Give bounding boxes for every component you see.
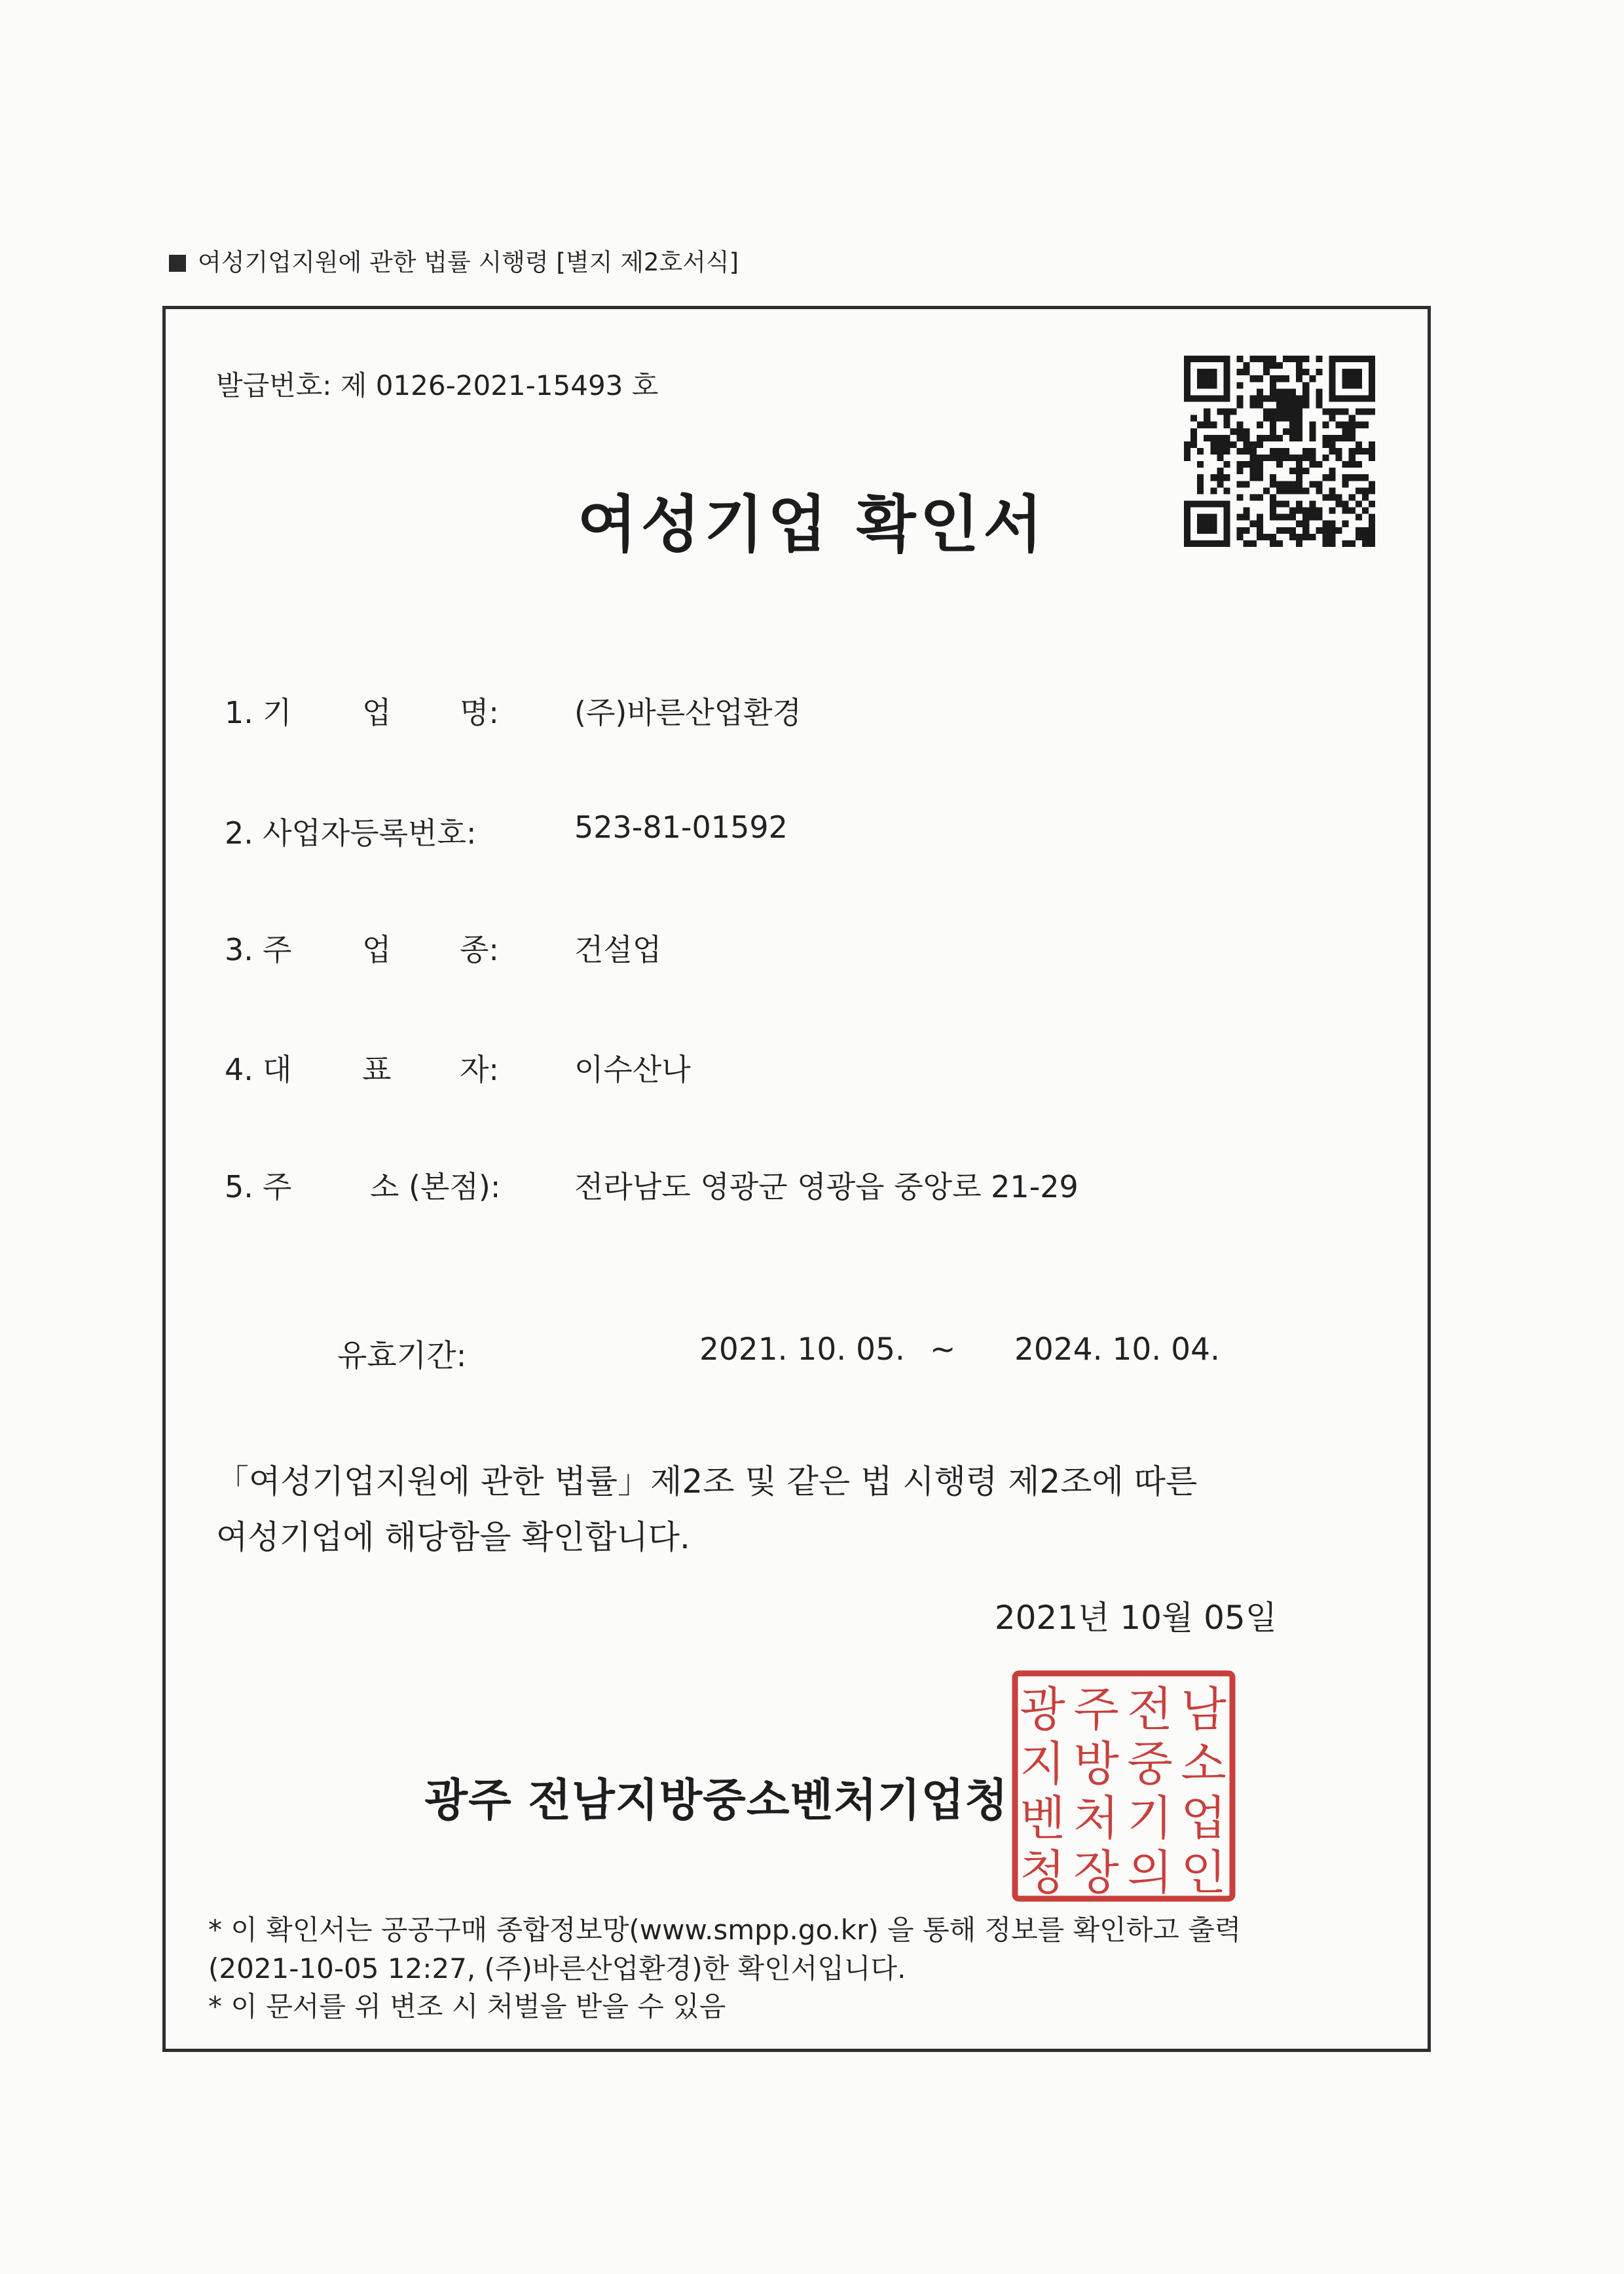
form-header <box>169 242 739 278</box>
field-label-representative <box>225 1046 291 1089</box>
field-value-address: 전라남도 영광군 영광읍 중앙로 21-29 <box>574 1169 1079 1204</box>
field-value-company-name: (주)바른산업환경 <box>574 695 802 730</box>
field-value-business-number: 523-81-01592 <box>574 810 788 845</box>
field-label-address <box>225 1163 291 1206</box>
statement-line-2: 여성기업에 해당함을 확인합니다. <box>216 1518 690 1556</box>
svg-text:청: 청 <box>1020 1845 1065 1900</box>
issuer-name: 광주 전남지방중소벤처기업청 <box>424 1775 1008 1827</box>
document-title: 여성기업 확인서 <box>577 489 1047 561</box>
field-number: 5. <box>225 1169 253 1204</box>
field-label-char: 종: <box>460 932 499 967</box>
field-number: 4. <box>225 1052 253 1087</box>
svg-text:인: 인 <box>1181 1845 1227 1900</box>
field-label-char: 대 <box>263 1052 292 1087</box>
field-label-char: 주 <box>263 932 292 967</box>
form-header-text: 여성기업지원에 관한 법률 시행령 [별지 제2호서식] <box>198 248 739 276</box>
svg-text:전: 전 <box>1127 1682 1173 1737</box>
svg-text:업: 업 <box>1181 1791 1227 1846</box>
svg-text:주: 주 <box>1073 1682 1119 1737</box>
note-line-3: * 이 문서를 위 변조 시 처벌을 받을 수 있음 <box>208 1990 726 2022</box>
square-bullet-icon <box>169 255 186 272</box>
field-label-char: 자: <box>460 1052 499 1087</box>
statement-line-1: 「여성기업지원에 관한 법률」제2조 및 같은 법 시행령 제2조에 따른 <box>216 1463 1198 1500</box>
field-label-char: 업 <box>362 932 392 967</box>
field-label-char: 업 <box>362 695 392 730</box>
svg-text:남: 남 <box>1181 1682 1227 1737</box>
validity-end-date: 2024. 10. 04. <box>1014 1332 1220 1368</box>
field-value-industry: 건설업 <box>574 932 662 967</box>
field-label-industry <box>225 926 291 969</box>
field-label-company-name <box>225 689 291 732</box>
validity-start-date: 2021. 10. 05. <box>699 1332 905 1368</box>
svg-text:벤: 벤 <box>1020 1791 1065 1846</box>
note-line-1: * 이 확인서는 공공구매 종합정보망(www.smpp.go.kr) 을 통해 정보를 확인하고 출력 <box>208 1914 1242 1946</box>
field-label-char: 소 (본점): <box>370 1169 501 1204</box>
svg-text:처: 처 <box>1073 1791 1119 1846</box>
field-label-char: 표 <box>362 1052 392 1087</box>
field-number: 3. <box>225 932 253 967</box>
validity-label: 유효기간: <box>337 1338 467 1374</box>
svg-text:광: 광 <box>1020 1682 1065 1737</box>
svg-text:기: 기 <box>1127 1791 1173 1846</box>
svg-text:장: 장 <box>1073 1845 1119 1900</box>
issue-date: 2021년 10월 05일 <box>994 1599 1277 1637</box>
issue-number: 발급번호: 제 0126-2021-15493 호 <box>216 369 659 401</box>
svg-text:중: 중 <box>1127 1736 1173 1791</box>
field-number: 1. <box>225 695 253 730</box>
note-line-2: (2021-10-05 12:27, (주)바른산업환경)한 확인서입니다. <box>208 1952 906 1985</box>
field-label-business-number <box>225 810 477 853</box>
svg-text:소: 소 <box>1181 1736 1227 1791</box>
field-label-char: 주 <box>263 1169 292 1204</box>
field-label-text: 사업자등록번호: <box>263 815 477 851</box>
validity-separator: ~ <box>930 1332 956 1368</box>
field-label-char: 기 <box>263 695 292 730</box>
field-label-char: 명: <box>460 695 499 730</box>
svg-text:의: 의 <box>1127 1845 1173 1900</box>
svg-text:지: 지 <box>1020 1736 1065 1791</box>
field-value-representative: 이수산나 <box>574 1052 691 1087</box>
official-seal <box>1010 1668 1238 1904</box>
svg-text:방: 방 <box>1073 1736 1119 1791</box>
field-number: 2. <box>225 815 253 851</box>
